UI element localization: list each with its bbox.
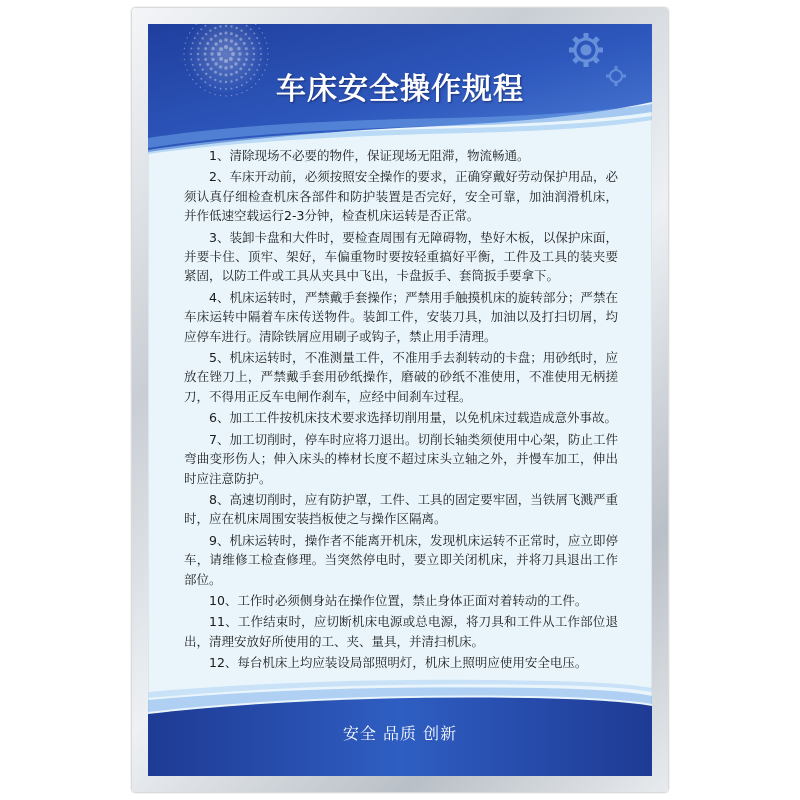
halftone-dot	[234, 42, 237, 45]
halftone-dot	[224, 59, 228, 63]
halftone-dot	[219, 25, 221, 27]
rule-item: 12、每台机床上均应装设局部照明灯，机床上照明应使用安全电压。	[209, 655, 588, 671]
gear-icon	[569, 33, 603, 67]
halftone-dot	[211, 58, 214, 61]
halftone-dot	[238, 52, 241, 55]
rule-item: 2、车床开动前，必须按照安全操作的要求，正确穿戴好劳动保护用品，必须认真仔细检查机床各部件和防护装置是否完好，安全可靠，加油润滑机床，并作低速空载运行2-3分钟，检查机床运转是否正常。	[184, 169, 618, 224]
halftone-dot	[197, 32, 199, 34]
halftone-dot	[197, 47, 199, 49]
halftone-dot	[219, 57, 223, 61]
halftone-dot	[259, 28, 260, 29]
halftone-dot	[183, 53, 184, 54]
halftone-dot	[199, 42, 201, 44]
halftone-dot	[251, 42, 253, 44]
halftone-dot	[266, 42, 267, 43]
halftone-dot	[250, 28, 252, 30]
rule-item: 11、工作结束时，应切断机床电源或总电源，将刀具和工件从工作部位退出，清理安放好所使用的工、夹、量具，并清扫机床。	[184, 614, 618, 649]
halftone-dot	[184, 59, 185, 60]
rule-item: 9、机床运转时，操作者不能离开机床，发现机床运转不正常时，应立即停车，请维修工检查修理。当突然停电时，要立即关闭机床，并将刀具退出工作部位。	[184, 532, 618, 587]
halftone-dot	[231, 52, 235, 56]
halftone-dot	[192, 42, 194, 44]
halftone-dot	[229, 47, 233, 51]
halftone-dot	[267, 48, 268, 49]
footer-slogan: 安全 品质 创新	[342, 724, 458, 743]
halftone-dot	[224, 38, 227, 41]
halftone-dot	[189, 32, 190, 33]
halftone-dot	[214, 34, 217, 37]
rule-item: 4、机床运转时，严禁戴手套操作；严禁用手触摸机床的旋转部分；严禁在车床运转中隔着车床传送物件。装卸工件，安装刀具，加油以及打扫切屑，均应停车进行。清除铁屑应用刷子或钩子，禁止用手清理。	[184, 289, 618, 344]
rule-item: 5、机床运转时，不准测量工件，不准用手去刹转动的卡盘；用砂纸时，应放在锉刀上，严禁戴手套用砂纸操作，磨破的砂纸不准使用，不准使用无柄搓刀，不得用正反车电闸作刹车，应经中间刹车过程。	[184, 350, 618, 404]
halftone-dot	[236, 27, 238, 29]
rules-list	[184, 146, 618, 675]
halftone-dot	[253, 53, 255, 55]
rule-item: 6、加工工件按机床技术要求选择切削用量，以免机床过载造成意外事故。	[209, 410, 617, 426]
halftone-dot	[214, 27, 216, 29]
halftone-dot	[204, 58, 207, 61]
halftone-dot	[245, 33, 247, 35]
halftone-dot	[190, 59, 192, 61]
rule-item: 8、高速切削时，应有防护罩，工件、工具的固定要牢固，当铁屑飞溅严重时，应在机床周围安装挡板使之与操作区隔离。	[184, 491, 618, 527]
halftone-dot	[237, 58, 240, 61]
halftone-dot	[210, 38, 213, 41]
halftone-dot	[246, 53, 249, 56]
halftone-dot	[211, 47, 214, 50]
halftone-dot	[194, 37, 196, 39]
halftone-dot	[219, 32, 222, 35]
halftone-dot	[258, 42, 260, 44]
halftone-dot	[197, 53, 199, 55]
halftone-dot	[267, 59, 268, 60]
halftone-dot	[237, 47, 240, 50]
halftone-dot	[252, 58, 254, 60]
halftone-dot	[204, 25, 206, 27]
halftone-dot	[230, 25, 232, 27]
halftone-dot	[230, 39, 233, 42]
halftone-dot	[204, 47, 207, 50]
halftone-dot	[225, 25, 227, 27]
halftone-dot	[205, 33, 207, 35]
halftone-dot	[202, 37, 204, 39]
halftone-dot	[262, 32, 263, 33]
halftone-dot	[219, 39, 222, 42]
halftone-dot	[190, 53, 192, 55]
halftone-dot	[260, 59, 262, 61]
rule-item: 7、加工切削时，停车时应将刀退出。切削长轴类须使用中心架，防止工件弯曲变形伤人；伸入床头的棒材长度不超过床头立轴之外，并慢车加工，伸出时应注意防护。	[184, 431, 618, 486]
halftone-dot	[260, 48, 262, 50]
halftone-dot	[230, 32, 233, 35]
halftone-dot	[225, 32, 228, 35]
halftone-dot	[200, 28, 202, 30]
halftone-dot	[192, 28, 193, 29]
halftone-dot	[187, 37, 188, 38]
halftone-dot	[206, 42, 209, 45]
halftone-dot	[235, 34, 238, 37]
halftone-dot	[210, 52, 213, 55]
rule-item: 3、装卸卡盘和大件时，要检查周围有无障碍物，垫好木板，以保护床面，并要卡住、顶牢、架好，车偏重物时要按轻重搞好平衡，工件及工具的装夹要紧固，以防工件或工具从夹具中飞出，卡盘扳手、套筒扳手要拿下。	[184, 229, 618, 284]
halftone-dot	[264, 37, 265, 38]
halftone-dot	[248, 37, 250, 39]
halftone-dot	[224, 45, 228, 49]
halftone-dot	[245, 58, 248, 61]
halftone-dot	[260, 53, 262, 55]
halftone-dot	[243, 42, 246, 45]
halftone-dot	[240, 30, 242, 32]
halftone-dot	[229, 57, 233, 61]
halftone-dot	[245, 47, 248, 50]
halftone-dot	[185, 42, 186, 43]
halftone-dot	[267, 53, 268, 54]
halftone-dot	[246, 25, 248, 27]
sign-title: 车床安全操作规程	[276, 72, 524, 107]
halftone-dot	[217, 52, 221, 56]
halftone-dot	[214, 42, 217, 45]
halftone-dot	[209, 30, 211, 32]
halftone-dot	[253, 32, 255, 34]
halftone-dot	[197, 58, 199, 60]
halftone-dot	[239, 38, 242, 41]
halftone-dot	[184, 48, 185, 49]
halftone-dot	[252, 47, 254, 49]
rule-item: 1、清除现场不必要的物件，保证现场无阻滞，物流畅通。	[209, 148, 530, 163]
halftone-dot	[219, 47, 223, 51]
halftone-dot	[256, 37, 258, 39]
halftone-dot	[190, 48, 192, 50]
rule-item: 10、工作时必须侧身站在操作位置，禁止身体正面对着转动的工件。	[209, 592, 588, 608]
halftone-dot	[204, 53, 207, 56]
safety-sign-board	[148, 24, 652, 776]
